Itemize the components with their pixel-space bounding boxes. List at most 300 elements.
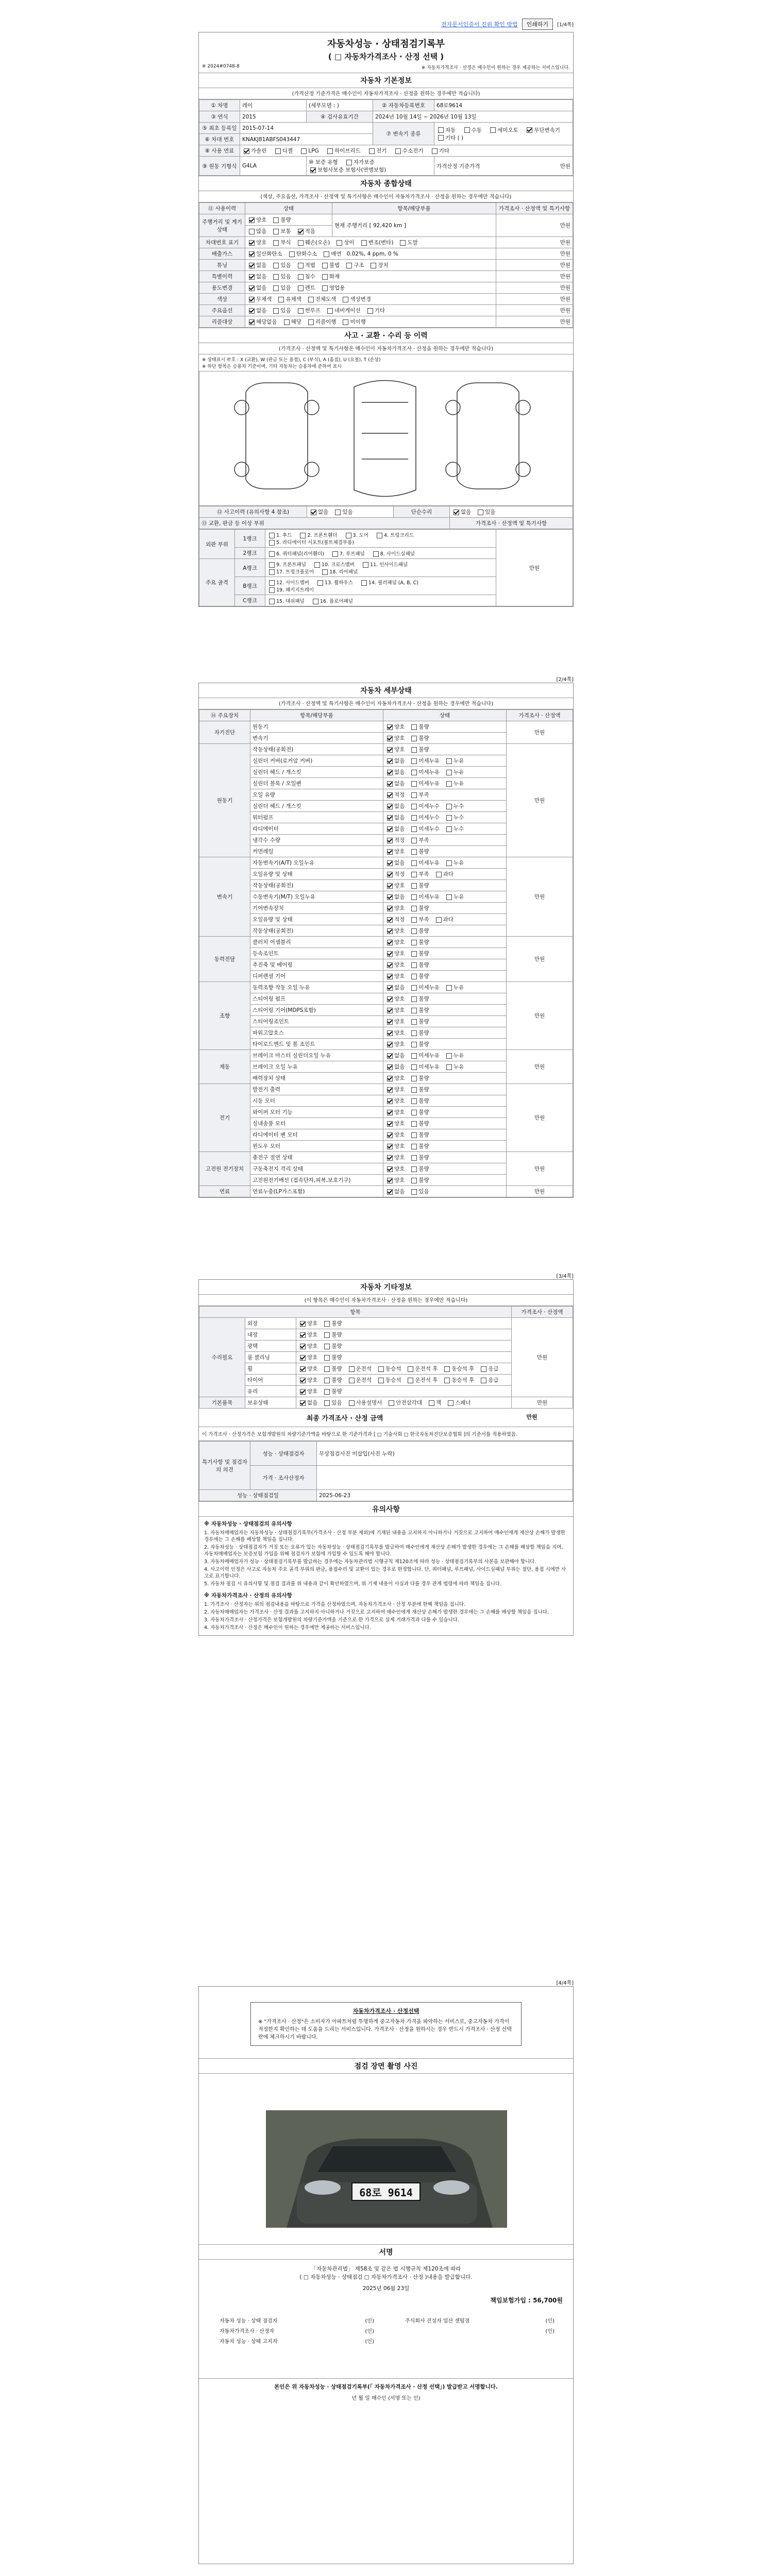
option: 양호 xyxy=(298,1343,317,1349)
value-engine-type: G4LA xyxy=(240,157,307,176)
option: 양호 xyxy=(298,1320,317,1327)
option: 없음 xyxy=(247,274,266,280)
option: 있음 xyxy=(323,1400,342,1406)
checkbox-checked[interactable] xyxy=(300,1378,306,1383)
page-4-form xyxy=(198,1986,574,2564)
checkbox-checked[interactable] xyxy=(387,1030,393,1036)
signature-left xyxy=(220,2316,374,2347)
checkbox-checked[interactable] xyxy=(387,1076,393,1081)
final-price-note: 이 가격조사 · 산정가격은 보험개발원의 차량기준가액을 바탕으로 한 기준가격과 [ □ 기술사회 □ 한국자동차진단보증협회 ]의 기준서를 적용하였음. xyxy=(199,1427,573,1441)
checkbox[interactable] xyxy=(411,758,417,764)
checkbox[interactable] xyxy=(446,985,452,991)
checkbox-checked[interactable] xyxy=(249,285,255,291)
checkbox-checked[interactable] xyxy=(300,1321,306,1327)
checkbox[interactable] xyxy=(411,1019,417,1025)
checkbox-checked[interactable] xyxy=(387,1087,393,1093)
checkbox-checked[interactable] xyxy=(311,510,316,515)
checkbox-checked[interactable] xyxy=(249,308,255,314)
checkbox[interactable] xyxy=(446,826,452,832)
checkbox[interactable] xyxy=(308,297,314,302)
option: 불량 xyxy=(410,996,429,1002)
checkbox[interactable] xyxy=(322,263,328,268)
checkbox[interactable] xyxy=(411,1098,417,1104)
item-status xyxy=(296,1363,512,1375)
checkbox[interactable] xyxy=(322,274,328,280)
col-header: 가격조사 · 산정액 및 특기사항 xyxy=(496,203,573,214)
checkbox[interactable] xyxy=(411,928,417,934)
checkbox-checked[interactable] xyxy=(387,736,393,741)
checkbox[interactable] xyxy=(411,1189,417,1195)
item-label: 스티어링 펌프 xyxy=(250,993,383,1005)
item-label: 룸 클리닝 xyxy=(245,1352,296,1363)
checkbox[interactable] xyxy=(411,1064,417,1070)
checkbox-checked[interactable] xyxy=(387,792,393,798)
checkbox[interactable] xyxy=(324,1366,330,1372)
item-status xyxy=(383,869,507,880)
checkbox[interactable] xyxy=(438,127,444,133)
checkbox[interactable] xyxy=(278,297,284,302)
checkbox[interactable] xyxy=(444,1378,450,1383)
checkbox-checked[interactable] xyxy=(300,1344,306,1349)
checkbox-checked[interactable] xyxy=(387,770,393,775)
checkbox[interactable] xyxy=(432,148,438,154)
checkbox-checked[interactable] xyxy=(300,1355,306,1361)
checkbox-checked[interactable] xyxy=(387,1132,393,1138)
checkbox-checked[interactable] xyxy=(300,1332,306,1338)
checkbox[interactable] xyxy=(411,1042,417,1047)
checkbox[interactable] xyxy=(411,792,417,798)
item-label: 와이퍼 모터 기능 xyxy=(250,1107,383,1118)
checkbox[interactable] xyxy=(411,849,417,855)
checkbox-checked[interactable] xyxy=(387,1155,393,1161)
row-label: 용도변경 xyxy=(199,282,245,294)
checkbox-checked[interactable] xyxy=(387,1019,393,1025)
checkbox[interactable] xyxy=(448,1400,453,1406)
checkbox-checked[interactable] xyxy=(387,1098,393,1104)
checkbox[interactable] xyxy=(327,148,333,154)
label-repair-parts: ⑬ 교환, 판금 등 이상 부위 xyxy=(199,518,450,529)
frame-rank-a: 9. 프론트패널 10. 크로스멤버 11. 인사이드패널 17. 트렁크플로어 18. 리어패널 xyxy=(265,559,496,577)
option: 미세누수 xyxy=(410,815,440,821)
doc-subtitle: ( □ 자동차가격조사 · 산정 선택 ) xyxy=(328,52,444,61)
checkbox-checked[interactable] xyxy=(249,240,255,246)
checkbox[interactable] xyxy=(444,1366,450,1372)
section-detail-title: 자동차 세부상태 xyxy=(199,683,573,698)
checkbox-checked[interactable] xyxy=(387,860,393,866)
checkbox-checked[interactable] xyxy=(387,758,393,764)
checkbox[interactable] xyxy=(411,940,417,945)
label-sub-model: (세부모델 : ) xyxy=(307,100,373,111)
checkbox-checked[interactable] xyxy=(387,940,393,945)
special-table xyxy=(199,1441,573,1501)
car-diagram xyxy=(199,371,573,506)
signature-seal: (인) xyxy=(365,2339,374,2345)
checkbox[interactable] xyxy=(343,297,348,302)
option: 적정 xyxy=(385,837,405,843)
option: 없음 xyxy=(385,781,405,787)
option: 양호 xyxy=(385,951,405,957)
checkbox[interactable] xyxy=(411,1053,417,1059)
checkbox-checked[interactable] xyxy=(387,883,393,889)
checkbox[interactable] xyxy=(411,1132,417,1138)
checkbox[interactable] xyxy=(363,562,368,568)
checkbox[interactable] xyxy=(411,804,417,809)
checkbox[interactable] xyxy=(411,770,417,775)
checkbox[interactable] xyxy=(378,1378,384,1383)
checkbox-checked[interactable] xyxy=(300,1366,306,1372)
checkbox-checked[interactable] xyxy=(387,1144,393,1149)
table-row xyxy=(199,937,573,948)
checkbox[interactable] xyxy=(411,962,417,968)
checkbox[interactable] xyxy=(464,127,470,133)
checkbox[interactable] xyxy=(481,1378,486,1383)
certificate-link[interactable]: 전자문서인증서 진위 확인 방법 xyxy=(441,21,518,28)
value-vin: KNAKJ81ABFS043447 xyxy=(240,134,373,145)
checkbox-checked[interactable] xyxy=(387,894,393,900)
checkbox[interactable] xyxy=(289,251,295,257)
checkbox[interactable] xyxy=(301,148,307,154)
section-etc-sub: (이 항목은 매수인이 자동차가격조사 · 산정을 원하는 경우에만 적습니다) xyxy=(199,1295,573,1306)
item-label: 윈도우 모터 xyxy=(250,1141,383,1152)
signature-text: 「자동차관리법」 제58조 및 같은 법 시행규칙 제120조에 따라 xyxy=(311,2266,461,2272)
checkbox[interactable] xyxy=(446,815,452,821)
table-row xyxy=(199,316,573,328)
checkbox[interactable] xyxy=(269,587,275,593)
checkbox[interactable] xyxy=(377,533,382,538)
checkbox[interactable] xyxy=(269,599,275,604)
checkbox-checked[interactable] xyxy=(387,962,393,968)
table-row xyxy=(199,248,573,260)
checkbox[interactable] xyxy=(411,747,417,753)
repair-table xyxy=(199,529,573,606)
option: 불량 xyxy=(410,939,429,945)
checkbox[interactable] xyxy=(411,1030,417,1036)
table-row xyxy=(199,1152,573,1163)
checkbox-checked[interactable] xyxy=(387,951,393,957)
checkbox[interactable] xyxy=(373,551,379,557)
checkbox[interactable] xyxy=(411,781,417,787)
checkbox[interactable] xyxy=(408,1378,413,1383)
checkbox-checked[interactable] xyxy=(387,1178,393,1183)
checkbox[interactable] xyxy=(332,551,338,557)
checkbox[interactable] xyxy=(269,569,275,575)
option: 안전삼각대 xyxy=(387,1400,422,1406)
option: 양호 xyxy=(385,1087,405,1093)
checkbox-checked[interactable] xyxy=(387,724,393,730)
checkbox[interactable] xyxy=(324,1332,330,1338)
note-item: 1. 가격조사 · 산정자는 위의 점검내용을 바탕으로 가격을 산정하였으며, 자동차가격조사 · 산정 부분에 한해 책임을 집니다. xyxy=(204,1602,465,1607)
checkbox[interactable] xyxy=(322,569,328,575)
checkbox[interactable] xyxy=(411,985,417,991)
checkbox-checked[interactable] xyxy=(249,297,255,302)
checkbox[interactable] xyxy=(411,838,417,843)
page-2-form xyxy=(198,683,574,1198)
rank-label: 2랭크 xyxy=(235,548,265,559)
checkbox-checked[interactable] xyxy=(387,826,393,832)
item-status xyxy=(383,1129,507,1141)
detail-table xyxy=(199,709,573,1197)
checkbox[interactable] xyxy=(446,1064,452,1070)
checkbox[interactable] xyxy=(298,240,304,246)
checkbox-checked[interactable] xyxy=(387,996,393,1002)
option: 없음 xyxy=(385,815,405,821)
checkbox[interactable] xyxy=(273,263,279,268)
checkbox[interactable] xyxy=(411,974,417,979)
checkbox[interactable] xyxy=(298,274,304,280)
checkbox[interactable] xyxy=(298,285,304,291)
checkbox[interactable] xyxy=(269,533,275,538)
checkbox[interactable] xyxy=(395,148,401,154)
checkbox[interactable] xyxy=(411,906,417,911)
checkbox[interactable] xyxy=(436,917,442,923)
item-status xyxy=(383,857,507,869)
checkbox-checked[interactable] xyxy=(387,747,393,753)
checkbox[interactable] xyxy=(400,240,406,246)
checkbox-checked[interactable] xyxy=(387,838,393,843)
checkbox-checked[interactable] xyxy=(387,781,393,787)
option: 불량 xyxy=(410,951,429,957)
checkbox[interactable] xyxy=(411,1110,417,1115)
checkbox[interactable] xyxy=(269,540,275,546)
checkbox[interactable] xyxy=(411,1121,417,1127)
item-status xyxy=(296,1375,512,1386)
section-accident-title: 사고 · 교환 · 수리 등 이력 xyxy=(199,328,573,343)
option: 양호 xyxy=(385,724,405,730)
checkbox[interactable] xyxy=(411,872,417,877)
checkbox[interactable] xyxy=(411,826,417,832)
checkbox[interactable] xyxy=(284,319,290,325)
checkbox[interactable] xyxy=(446,758,452,764)
checkbox[interactable] xyxy=(378,1366,384,1372)
option: 없음 xyxy=(385,758,405,764)
label-frame: 주요 골격 xyxy=(199,559,235,606)
checkbox[interactable] xyxy=(269,562,275,568)
checkbox-checked[interactable] xyxy=(244,148,249,154)
item-label: 원동기 xyxy=(250,721,383,733)
checkbox[interactable] xyxy=(411,1144,417,1149)
checkbox[interactable] xyxy=(411,1155,417,1161)
checkbox[interactable] xyxy=(308,319,314,325)
checkbox-checked[interactable] xyxy=(249,319,255,325)
label-outer: 외판 부위 xyxy=(199,530,235,559)
checkbox[interactable] xyxy=(269,580,275,586)
checkbox-checked[interactable] xyxy=(387,1189,393,1195)
checkbox-checked[interactable] xyxy=(387,1110,393,1115)
unit: 만원 xyxy=(496,305,573,316)
checkbox[interactable] xyxy=(324,251,329,257)
option: 미세누유 xyxy=(410,1064,440,1070)
option: 양호 xyxy=(385,1143,405,1149)
checkbox[interactable] xyxy=(317,580,323,586)
print-button[interactable]: 인쇄하기 xyxy=(522,19,553,30)
item-status xyxy=(296,1341,512,1352)
checkbox-checked[interactable] xyxy=(249,274,255,280)
checkbox-checked[interactable] xyxy=(527,127,532,133)
checkbox-checked[interactable] xyxy=(387,804,393,809)
signature-seal: (인) xyxy=(365,2318,374,2324)
checkbox[interactable] xyxy=(324,1400,330,1406)
col-header: 상태 xyxy=(245,203,332,214)
item-status xyxy=(383,959,507,971)
checkbox[interactable] xyxy=(411,724,417,730)
checkbox[interactable] xyxy=(411,860,417,866)
item-label: 실린더 커버(로커암 커버) xyxy=(250,755,383,767)
value-mileage: 현재 주행거리 [ 92,420 km ] xyxy=(332,214,496,237)
checkbox[interactable] xyxy=(389,1400,394,1406)
col-header: ⑭ 주요장치 xyxy=(199,710,250,721)
label-fuel: ⑧ 사용 연료 xyxy=(199,145,240,157)
checkbox[interactable] xyxy=(429,1400,434,1406)
checkbox[interactable] xyxy=(411,815,417,821)
checkbox-checked[interactable] xyxy=(249,217,255,223)
checkbox[interactable] xyxy=(478,510,483,515)
checkbox-checked[interactable] xyxy=(387,928,393,934)
checkbox[interactable] xyxy=(273,285,279,291)
checkbox[interactable] xyxy=(411,951,417,957)
checkbox[interactable] xyxy=(349,1366,355,1372)
option: 없음 xyxy=(385,894,405,900)
checkbox[interactable] xyxy=(324,1321,330,1327)
checkbox-checked[interactable] xyxy=(387,815,393,821)
checkbox[interactable] xyxy=(346,160,352,165)
checkbox[interactable] xyxy=(349,1400,355,1406)
checkbox-checked[interactable] xyxy=(387,985,393,991)
item-status xyxy=(383,1005,507,1016)
page-4 xyxy=(198,1978,574,2566)
checkbox[interactable] xyxy=(411,917,417,923)
checkbox[interactable] xyxy=(446,781,452,787)
checkbox[interactable] xyxy=(324,1344,330,1349)
doc-title: 자동차성능 · 상태점검기록부 xyxy=(327,39,445,49)
item-label: 외장 xyxy=(245,1318,296,1329)
checkbox-checked[interactable] xyxy=(249,263,255,268)
option: 양호 xyxy=(385,1041,405,1047)
checkbox[interactable] xyxy=(446,860,452,866)
item-label: 오일유량 및 상태 xyxy=(250,869,383,880)
option: 양호 xyxy=(385,1132,405,1138)
checkbox[interactable] xyxy=(408,1366,413,1372)
item-label: 내장 xyxy=(245,1329,296,1341)
option: 없음 xyxy=(385,1189,405,1195)
checkbox[interactable] xyxy=(313,599,318,604)
checkbox[interactable] xyxy=(411,1008,417,1013)
checkbox[interactable] xyxy=(275,148,281,154)
option: 양호 xyxy=(385,1098,405,1104)
checkbox[interactable] xyxy=(411,894,417,900)
checkbox[interactable] xyxy=(298,308,304,314)
option: 운전석 후 xyxy=(406,1377,438,1383)
checkbox[interactable] xyxy=(337,240,342,246)
checkbox[interactable] xyxy=(411,996,417,1002)
checkbox-checked[interactable] xyxy=(387,974,393,979)
value-inspection-date: 2025-06-23 xyxy=(317,1490,573,1501)
checkbox-checked[interactable] xyxy=(387,1166,393,1172)
checkbox-checked[interactable] xyxy=(300,1389,306,1395)
checkbox[interactable] xyxy=(446,894,452,900)
col-header: 상태 xyxy=(383,710,507,721)
checkbox[interactable] xyxy=(411,1166,417,1172)
checkbox[interactable] xyxy=(346,533,351,538)
checkbox-checked[interactable] xyxy=(300,1400,306,1406)
checkbox[interactable] xyxy=(367,308,373,314)
checkbox[interactable] xyxy=(361,240,367,246)
checkbox-checked[interactable] xyxy=(387,1042,393,1047)
checkbox[interactable] xyxy=(322,285,328,291)
checkbox-checked[interactable] xyxy=(387,917,393,923)
checkbox-checked[interactable] xyxy=(387,849,393,855)
option: 침수 xyxy=(296,274,315,280)
checkbox[interactable] xyxy=(346,263,352,268)
checkbox[interactable] xyxy=(269,551,275,557)
checkbox[interactable] xyxy=(446,1053,452,1059)
checkbox[interactable] xyxy=(349,1378,355,1383)
checkbox[interactable] xyxy=(371,263,376,268)
checkbox[interactable] xyxy=(411,1087,417,1093)
checkbox-checked[interactable] xyxy=(387,1008,393,1013)
checkbox[interactable] xyxy=(490,127,496,133)
checkbox[interactable] xyxy=(411,883,417,889)
option: 양호 xyxy=(385,1030,405,1036)
checkbox[interactable] xyxy=(411,736,417,741)
checkbox[interactable] xyxy=(481,1366,486,1372)
checkbox-checked[interactable] xyxy=(387,1121,393,1127)
checkbox[interactable] xyxy=(273,229,279,234)
checkbox-checked[interactable] xyxy=(387,1064,393,1070)
checkbox[interactable] xyxy=(324,1378,330,1383)
checkbox[interactable] xyxy=(273,274,279,280)
checkbox[interactable] xyxy=(314,562,320,568)
row-options xyxy=(245,305,496,316)
checkbox[interactable] xyxy=(411,1178,417,1183)
checkbox[interactable] xyxy=(249,229,255,234)
checkbox[interactable] xyxy=(411,1076,417,1081)
item-status xyxy=(383,767,507,778)
signature-text: ( □ 자동차성능 · 상태점검 □ 자동차가격조사 · 산정 )내용을 발급합니다. xyxy=(299,2274,473,2280)
checkbox[interactable] xyxy=(335,510,341,515)
page-3-form xyxy=(198,1279,574,1636)
checkbox-checked[interactable] xyxy=(310,167,316,173)
checkbox-checked[interactable] xyxy=(298,229,304,234)
checkbox[interactable] xyxy=(327,308,333,314)
checkbox[interactable] xyxy=(446,770,452,775)
checkbox[interactable] xyxy=(273,217,279,223)
checkbox[interactable] xyxy=(324,1389,330,1395)
option: 없음 xyxy=(385,1064,405,1070)
checkbox[interactable] xyxy=(343,319,348,325)
checkbox-checked[interactable] xyxy=(453,510,459,515)
checkbox-checked[interactable] xyxy=(387,1053,393,1059)
checkbox-checked[interactable] xyxy=(249,251,255,257)
checkbox[interactable] xyxy=(361,580,367,586)
item-label: 실린더 헤드 / 개스킷 xyxy=(250,801,383,812)
checkbox[interactable] xyxy=(436,872,442,877)
option: 불량 xyxy=(410,1007,429,1013)
checkbox[interactable] xyxy=(324,1355,330,1361)
checkbox[interactable] xyxy=(446,804,452,809)
checkbox[interactable] xyxy=(300,533,306,538)
option: 구조 xyxy=(345,262,364,268)
label-transmission: ⑦ 변속기 종류 xyxy=(373,123,434,145)
checkbox[interactable] xyxy=(298,263,304,268)
option: 양호 xyxy=(298,1388,317,1395)
checkbox[interactable] xyxy=(273,308,279,314)
checkbox-checked[interactable] xyxy=(387,872,393,877)
checkbox[interactable] xyxy=(369,148,375,154)
checkbox[interactable] xyxy=(438,135,444,141)
checkbox[interactable] xyxy=(273,240,279,246)
checkbox-checked[interactable] xyxy=(387,906,393,911)
section-state-sub: (색상, 주요옵션, 가격조사 · 산정액 및 특기사항은 매수인이 자동차가격조사 · 산정을 원하는 경우에만 적습니다) xyxy=(199,191,573,202)
